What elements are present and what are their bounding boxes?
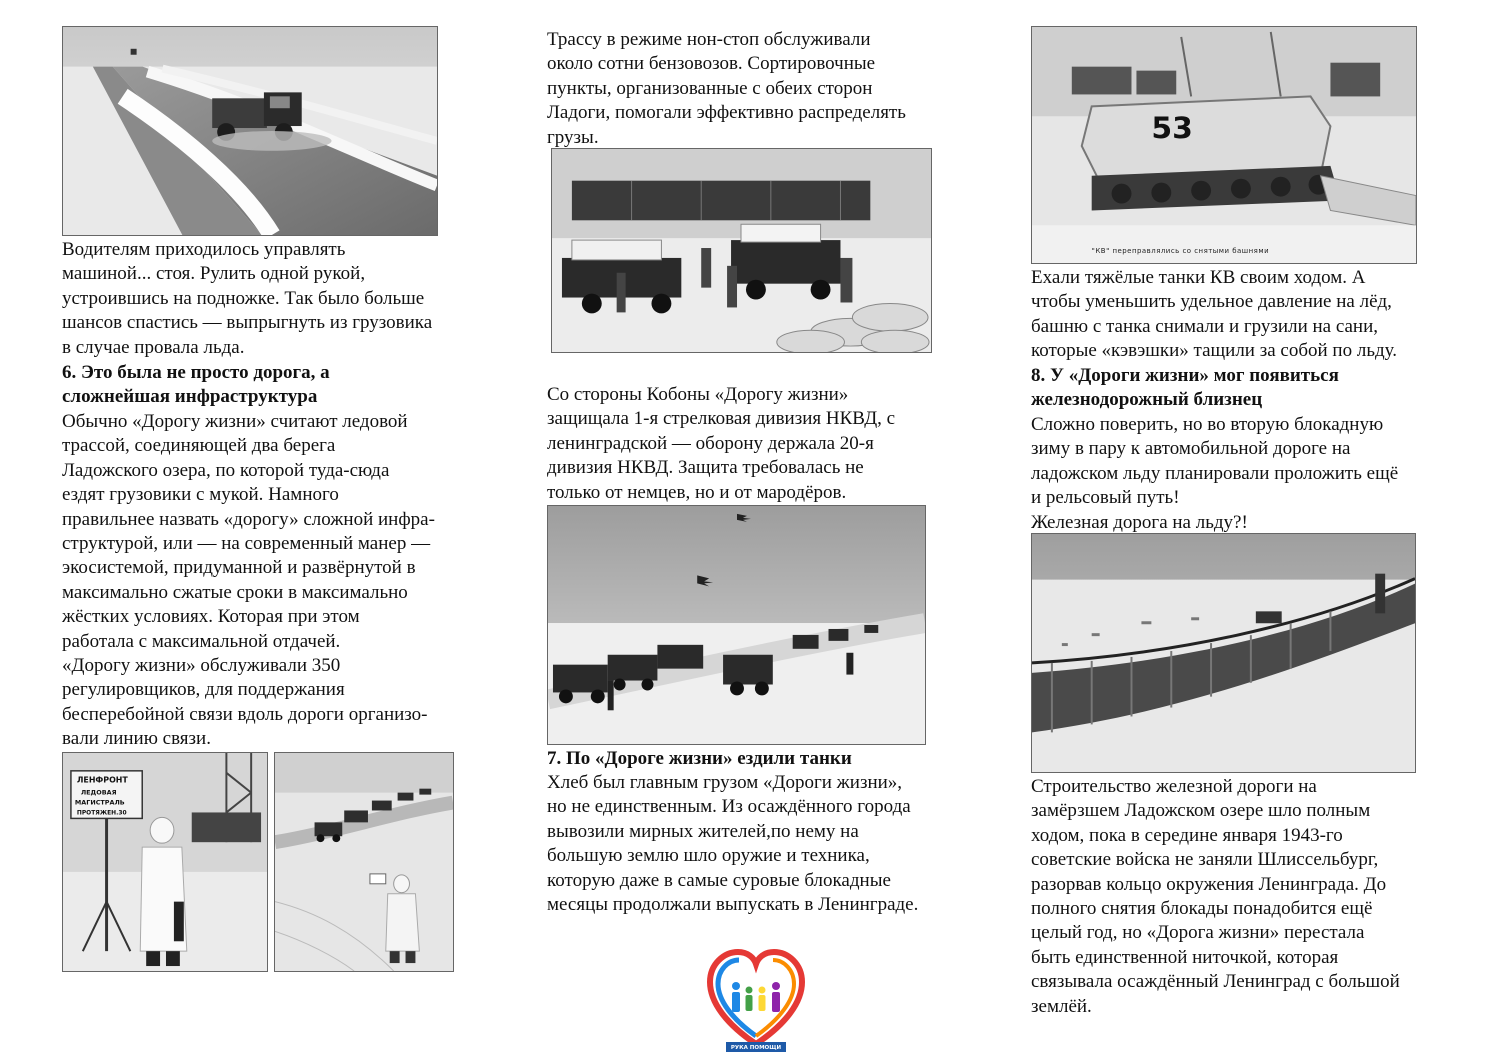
paragraph-railway-construction: Строительство железной дороги на замёрзшем Ладожском озере шло полным ходом, пока в середине января 1943-го советские войска не заняли Шлиссельбург, разорвав кольцо окружения Ленинграда. До полного снятия блокады понадобится ещё целый год, но «Дорога жизни» перестала быть единственной ниточкой, которая связывала осаждённый Ленинград с большой землёй. (1031, 776, 1400, 1017)
heading-section-7: 7. По «Дороге жизни» ездили танки (547, 748, 852, 769)
sign-line-2: ЛЕДОВАЯ (80, 788, 117, 797)
photo-caption: "КВ" переправлялись со снятыми башнями (1091, 247, 1270, 256)
photo-convoy-with-planes (547, 505, 926, 745)
photo-convoy-and-soldier (274, 752, 454, 972)
heading-section-8: 8. У «Дороги жизни» мог появиться железнодорожный близнец (1031, 365, 1339, 411)
paragraph-nkvd-defense: Со стороны Кобоны «Дорогу жизни» защищала 1-я стрелковая дивизия НКВД, с ленинградской — оборону держала 20-я дивизия НКВД. Защита требовалась не только от немцев, но и от мародёров. (547, 384, 896, 503)
sign-line-1: ЛЕНФРОНТ (76, 775, 128, 785)
paragraph-kv-tanks: Ехали тяжёлые танки КВ своим ходом. А чтобы уменьшить удельное давление на лёд, башню с танка снимали и грузили на сани, которые «кэвэшки» тащили за собой по льду. (1031, 267, 1398, 362)
paragraph-fuel-trucks: Трассу в режиме нон-стоп обслуживали около сотни бензовозов. Сортировочные пункты, организованные с обеих сторон Ладоги, помогали эффективно распределять грузы. (547, 29, 906, 148)
logo-label: РУКА ПОМОЩИ (730, 1045, 782, 1051)
photo-railway-on-ice (1031, 533, 1416, 773)
ruka-pomoshchi-logo (706, 944, 806, 1054)
paragraph-infrastructure: Обычно «Дорогу жизни» считают ледовой трассой, соединяющей два берега Ладожского озера, по которой туда-сюда ездят грузовики с мукой. Намного правильнее назвать «дорогу» сложной инфра- структурой, или — на современный манер — экосистемой, придуманной и развёрнутой в максимально сжатые сроки в максимально жёстких условиях. Которая при этом работала с максимальной отдачей. «Дорогу жизни» обслуживали 350 регулировщиков, для поддержания бесперебойной связи вдоль дороги организо- вали линию связи. (62, 411, 435, 750)
heading-section-6: 6. Это была не просто дорога, а сложнейшая инфраструктура (62, 362, 330, 408)
paragraph-bread-cargo: Хлеб был главным грузом «Дороги жизни», но не единственным. Из осаждённого города вывозили мирных жителей,по нему на большую землю шло оружие и техника, которую даже в самые суровые блокадные месяцы продолжали выпускать в Ленинграде. (547, 772, 919, 916)
photo-sorting-point (551, 148, 932, 353)
paragraph-drivers: Водителям приходилось управлять машиной... стоя. Рулить одной рукой, устроившись на подножке. Так было больше шансов спастись — выпрыгнуть из грузовика в случае провала льда. (62, 239, 433, 358)
photo-traffic-controller-sign (62, 752, 268, 972)
sign-line-3: МАГИСТРАЛЬ (74, 798, 125, 807)
tank-number: 53 (1151, 111, 1193, 147)
sign-line-4: ПРОТЯЖЕН.30 (76, 809, 127, 817)
photo-kv-tank-without-turret (1031, 26, 1417, 264)
photo-truck-on-ice-road (62, 26, 438, 236)
paragraph-railway-plan: Сложно поверить, но во вторую блокадную зиму в пару к автомобильной дороге на ладожском льду планировали проложить ещё и рельсовый путь! Железная дорога на льду?! (1031, 414, 1399, 533)
